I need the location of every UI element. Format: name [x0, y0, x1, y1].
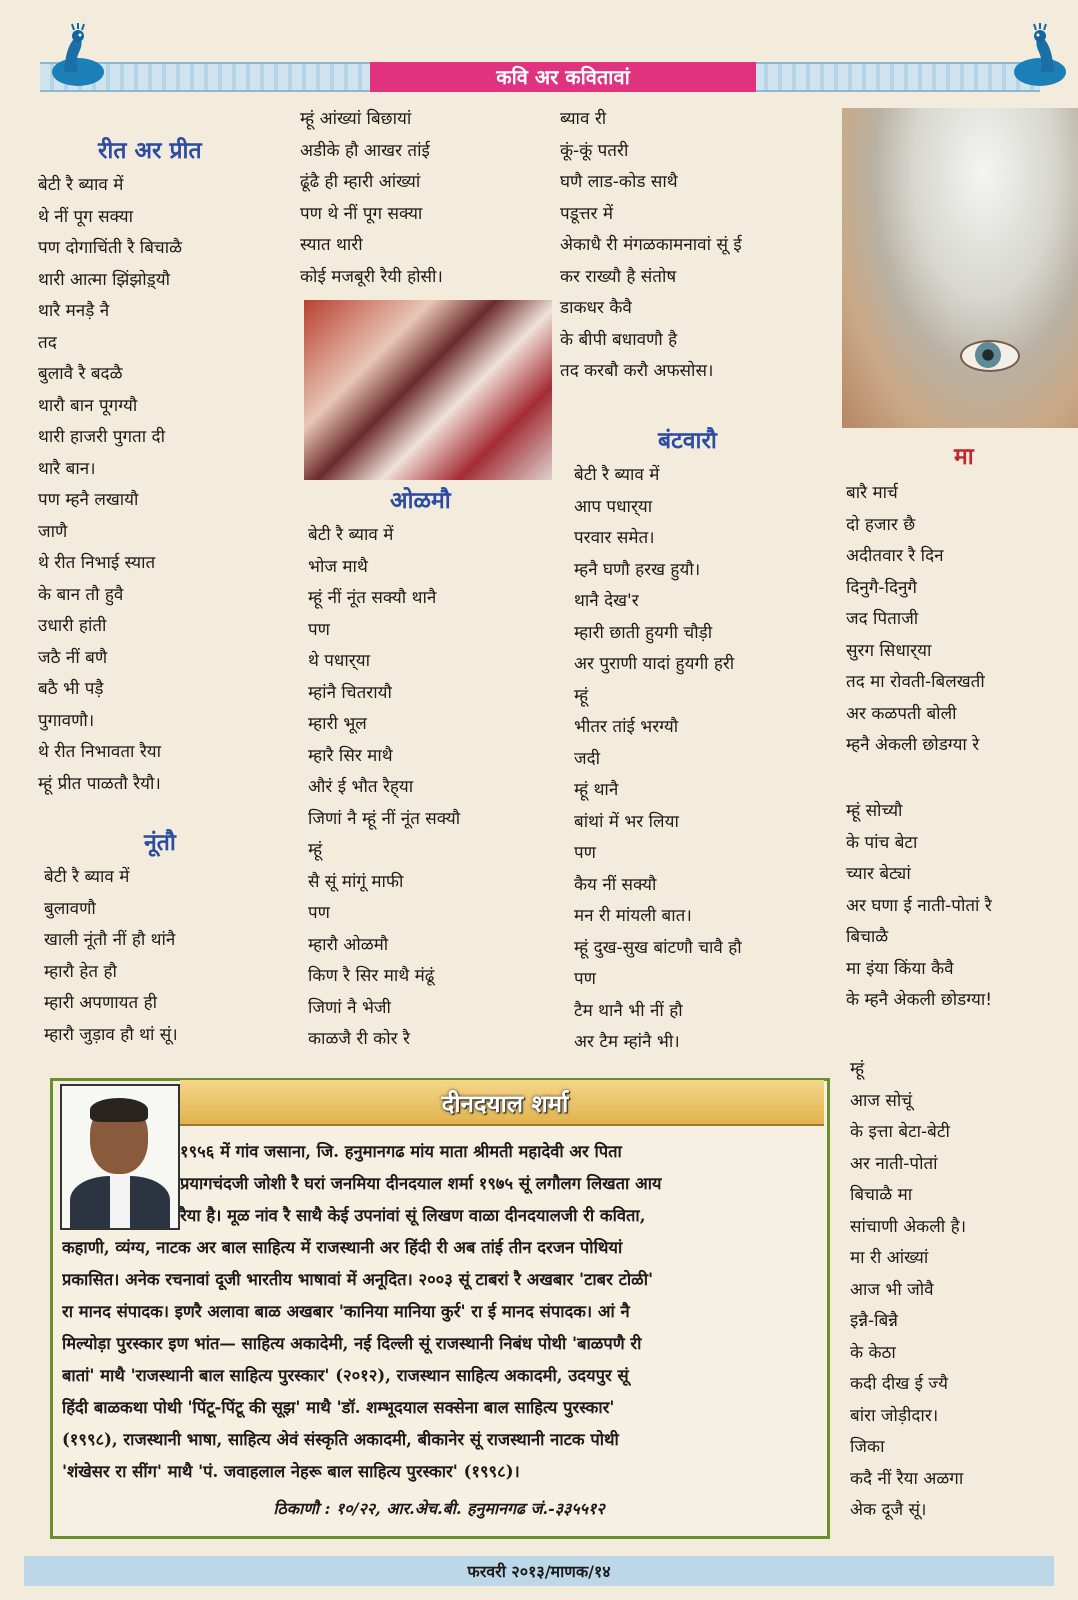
poem-line: कर राख्यौ है संतोष — [560, 266, 677, 287]
poem-line: बुलावणौ — [44, 898, 96, 919]
iris-detail — [975, 342, 1001, 368]
bio-line: कहाणी, व्यंग्य, नाटक अर बाल साहित्य में राजस्थानी अर हिंदी री अब तांई तीन दरजन पोथियां — [62, 1238, 623, 1257]
poem-line: घणै लाड-कोड साथै — [560, 172, 678, 192]
poem-line: के बीपी बधावणौ है — [560, 329, 678, 350]
poem-line: सांचाणी अेकली है। — [850, 1216, 967, 1237]
poem-line: अर नाती-पोतां — [850, 1153, 938, 1174]
poem-olmo-body — [308, 520, 460, 1056]
poem-line: मा री आंख्यां — [850, 1248, 929, 1268]
poem-line: म्हूं नीं नूंत सक्यौ थानै — [308, 588, 437, 608]
poem-line: कूं-कूं पतरी — [560, 140, 629, 161]
bio-line: हिंदी बाळकथा पोथी 'पिंटू-पिंटू की सूझ' माथै 'डॉ. शम्भूदयाल सक्सेना बाल साहित्य पुरस्कार' — [62, 1398, 615, 1417]
poem-line: बांथां में भर लिया — [574, 811, 679, 832]
poem-line: मा इंया किंया कैवै — [846, 958, 954, 979]
poem-line: जिका — [850, 1437, 885, 1457]
poem-line: इन्नै-बिन्नै — [850, 1311, 898, 1331]
poem-line: थे रीत निभाई स्यात — [38, 553, 156, 573]
poem-line: बेटी रै ब्याव में — [308, 525, 394, 545]
poem-line: म्हारी भूल — [308, 714, 367, 734]
bio-line: (१९९८), राजस्थानी भाषा, साहित्य अेवं संस्कृति अकादमी, बीकानेर सूं राजस्थानी नाटक पोथी — [62, 1430, 619, 1449]
poem-nunto-continued — [560, 104, 742, 388]
poem-line: बिचाळै — [846, 927, 889, 947]
poem-line: जद पिताजी — [846, 609, 919, 629]
poem-line: डाकधर कैवै — [560, 298, 632, 318]
poem-nunto-body — [44, 862, 178, 1051]
wedding-photo — [304, 300, 552, 480]
author-address: ठिकाणौ : १०/२२, आर.अेच.बी. हनुमानगढ जं.-३३५५१२ — [273, 1499, 605, 1518]
poem-line: पण दोगाचिंती रै बिचाळै — [38, 238, 183, 258]
poem-line: जठै नीं बणै — [38, 647, 108, 668]
poem-line: अदीतवार रै दिन — [846, 546, 944, 566]
poem-line: अर घणा ई नाती-पोतां रै — [846, 895, 992, 916]
poem-line: म्हनै अेकली छोडग्या रे — [846, 735, 980, 755]
poem-title-bantwaro: बंटवारौ — [658, 428, 717, 454]
poem-ma-stanza-2 — [846, 796, 992, 1017]
poem-line: के म्हनै अेकली छोडग्या! — [846, 990, 993, 1010]
poem-line: थारै मनड़ै नै — [38, 301, 110, 321]
poem-line: थे पधार्‌या — [308, 651, 370, 671]
author-bio-text — [62, 1136, 816, 1488]
poem-line: म्हूं प्रीत पाळतौ रैयौ। — [38, 773, 161, 794]
poem-line: काळजै री कोर रै — [308, 1029, 410, 1049]
poem-line: म्हूं — [850, 1059, 865, 1079]
poem-line: पण — [574, 969, 596, 989]
poem-line: म्हारौ जुड़ाव हौ थां सूं। — [44, 1024, 178, 1045]
poem-line: पण — [308, 619, 330, 640]
bio-line: प्रकासित। अनेक रचनावां दूजी भारतीय भाषावां में अनूदित। २००३ सूं टाबरां रै अखबार 'टाबर टोळी' — [62, 1270, 654, 1289]
poem-line: भीतर तांई भरग्यौ — [574, 717, 679, 737]
poem-line: बेटी रै ब्याव में — [44, 867, 130, 887]
poem-line: तद — [38, 332, 57, 353]
poem-title-ma: मा — [954, 444, 974, 470]
poem-line: औरं ई भौत रैह्‌या — [308, 777, 414, 797]
poem-line: के बान तौ हुवै — [38, 584, 124, 605]
poem-line: पण — [308, 903, 330, 923]
poem-line: जाणै — [38, 521, 68, 542]
bio-line: १९५६ में गांव जसाना, जि. हनुमानगढ मांय माता श्रीमती महादेवी अर पिता — [180, 1142, 622, 1161]
poem-line: परवार समेत। — [574, 528, 655, 548]
poem-line: ढूंढै ही म्हारी आंख्यां — [300, 172, 421, 192]
poem-line: आज भी जोवै — [850, 1279, 934, 1300]
poem-line: बिचाळै मा — [850, 1185, 913, 1205]
poem-line: म्हनै घणौ हरख हुयौ। — [574, 559, 701, 580]
poem-line: म्हूं — [574, 685, 589, 706]
mother-photo — [842, 108, 1078, 428]
poem-line: पण म्हनै लखायौ — [38, 490, 139, 510]
poem-line: कोई मजबूरी रैयी होसी। — [300, 266, 443, 287]
poem-line: थे नीं पूग सक्या — [38, 206, 133, 227]
poem-line: थारी हाजरी पुगता दी — [38, 427, 165, 447]
poem-line: थारी आत्मा झिंझोड़्यौ — [38, 269, 171, 290]
author-name: दीनदयाल शर्मा — [441, 1090, 569, 1118]
poem-line: बठै भी पड़ै — [38, 679, 104, 699]
peacock-icon — [1002, 22, 1074, 92]
poem-line: दिनुगै-दिनुगै — [846, 577, 918, 598]
bio-line: प्रयागचंदजी जोशी रै घरां जनमिया दीनदयाल शर्मा १९७५ सूं लगौलग लिखता आय — [180, 1174, 662, 1193]
poem-line: स्यात थारी — [300, 235, 363, 255]
poem-line: बेटी रै ब्याव में — [38, 175, 124, 195]
poem-reet-body — [38, 170, 182, 800]
poem-line: किण रै सिर माथै मंढूं — [308, 966, 435, 986]
poem-line: कदै नीं रैया अळगा — [850, 1468, 964, 1489]
poem-title-olmo: ओळमौ — [390, 488, 451, 514]
poem-line: थारौ बान पूगग्यौ — [38, 395, 138, 416]
poem-line: म्हारी छाती हुयगी चौड़ी — [574, 622, 713, 643]
poem-line: अडीके हौ आखर तांई — [300, 140, 430, 161]
poem-line: म्हारौ ओळमौ — [308, 934, 389, 955]
poem-line: कदी दीख ई ज्यै — [850, 1374, 948, 1394]
poem-line: अर पुराणी यादां हुयगी हरी — [574, 654, 735, 674]
poem-line: के पांच बेटा — [846, 832, 918, 853]
poem-line: बांरा जोड़ीदार। — [850, 1405, 939, 1426]
poem-line: मन री मांयली बात। — [574, 906, 692, 926]
poem-line: अेक दूजै सूं। — [850, 1500, 927, 1520]
poem-line: उधारी हांती — [38, 616, 107, 636]
peacock-icon — [44, 22, 116, 92]
poem-reet-continued — [300, 104, 443, 293]
poem-line: च्यार बेट्यां — [846, 864, 911, 884]
poem-line: सुरग सिधार्‌या — [846, 640, 932, 661]
bio-line: रा मानद संपादक। इणरै अलावा बाळ अखबार 'कानिया मानिया कुर्र' रा ई मानद संपादक। आं नै — [62, 1302, 630, 1321]
poem-line: म्हूं दुख-सुख बांटणौ चावै हौ — [574, 937, 742, 958]
poem-line: तद करबौ करौ अफसोस। — [560, 361, 714, 381]
bio-line: 'शंखेसर रा सींग' माथै 'पं. जवाहलाल नेहरू बाल साहित्य पुरस्कार' (१९९८)। — [62, 1462, 520, 1481]
poem-line: आज सोचूं — [850, 1090, 913, 1111]
poem-bantwaro-body — [574, 460, 742, 1059]
poem-line: तद मा रोवती-बिलखती — [846, 672, 985, 692]
poem-line: के केठा — [850, 1342, 896, 1363]
poem-line: म्हांनै चितरायौ — [308, 682, 392, 703]
poem-ma-stanza-1 — [846, 478, 985, 762]
bio-line: बातां' माथै 'राजस्थानी बाल साहित्य पुरस्कार' (२०१२), राजस्थान साहित्य अकादमी, उदयपुर सूं — [62, 1366, 629, 1385]
poem-line: म्हूं — [308, 840, 323, 860]
poem-line: पुगावणौ। — [38, 710, 95, 731]
poem-line: म्हूं सोच्यौ — [846, 801, 903, 821]
poem-line: भोज माथै — [308, 556, 368, 577]
poem-line: के इत्ता बेटा-बेटी — [850, 1122, 950, 1142]
poem-line: दो हजार छै — [846, 514, 916, 535]
poem-line: म्हूं आंख्यां बिछायां — [300, 109, 412, 129]
poem-line: अेकाधै री मंगळकामनावां सूं ई — [560, 235, 742, 255]
poem-line: म्हारौ हेत हौ — [44, 961, 117, 982]
poem-line: ब्याव री — [560, 109, 607, 129]
poem-title-reet: रीत अर प्रीत — [98, 138, 202, 164]
poem-line: आप पधार्‌या — [574, 496, 653, 517]
poem-line: पण थे नीं पूग सक्या — [300, 203, 423, 224]
poem-line: बेटी रै ब्याव में — [574, 465, 660, 485]
poem-line: पडूत्तर में — [560, 203, 614, 224]
poem-ma-stanza-3 — [850, 1054, 966, 1527]
poem-line: थारै बान। — [38, 458, 96, 479]
poem-line: अर टैम म्हांनै भी। — [574, 1032, 680, 1052]
poem-line: पण — [574, 843, 596, 863]
poem-line: बारै मार्च — [846, 483, 898, 503]
poem-line: जिणां नै भेजी — [308, 997, 391, 1018]
poem-line: जदी — [574, 748, 601, 769]
section-title: कवि अर कवितावां — [370, 62, 756, 92]
poem-line: जिणां नै म्हूं नीं नूंत सक्यौ — [308, 808, 461, 829]
poem-line: म्हूं थानै — [574, 780, 619, 800]
poem-line: थे रीत निभावता रैया — [38, 742, 162, 762]
poem-line: अर कळपती बोली — [846, 703, 957, 724]
poem-line: बुलावै रै बदळै — [38, 364, 123, 384]
poem-line: कैय नीं सक्यौ — [574, 874, 657, 895]
poem-line: थानै देख'र — [574, 591, 639, 611]
poem-line: खाली नूंतौ नीं हौ थांनै — [44, 930, 176, 950]
bio-line: मिल्योड़ा पुरस्कार इण भांत— साहित्य अकादेमी, नई दिल्ली सूं राजस्थानी निबंध पोथी 'बाळपणै री — [62, 1334, 642, 1353]
poem-line: सै सूं मांगूं माफी — [308, 871, 404, 892]
page-footer: फरवरी २०१३/माणक/१४ — [467, 1562, 611, 1581]
poem-line: म्हारै सिर माथै — [308, 745, 393, 766]
poem-line: टैम थानै भी नीं हौ — [574, 1000, 683, 1021]
bio-line: रैया है। मूळ नांव रै साथै केई उपनांवां सूं लिखण वाळा दीनदयालजी री कविता, — [180, 1206, 646, 1225]
poem-title-nunto: नूंतौ — [144, 830, 176, 856]
poem-line: म्हारी अपणायत ही — [44, 993, 158, 1013]
